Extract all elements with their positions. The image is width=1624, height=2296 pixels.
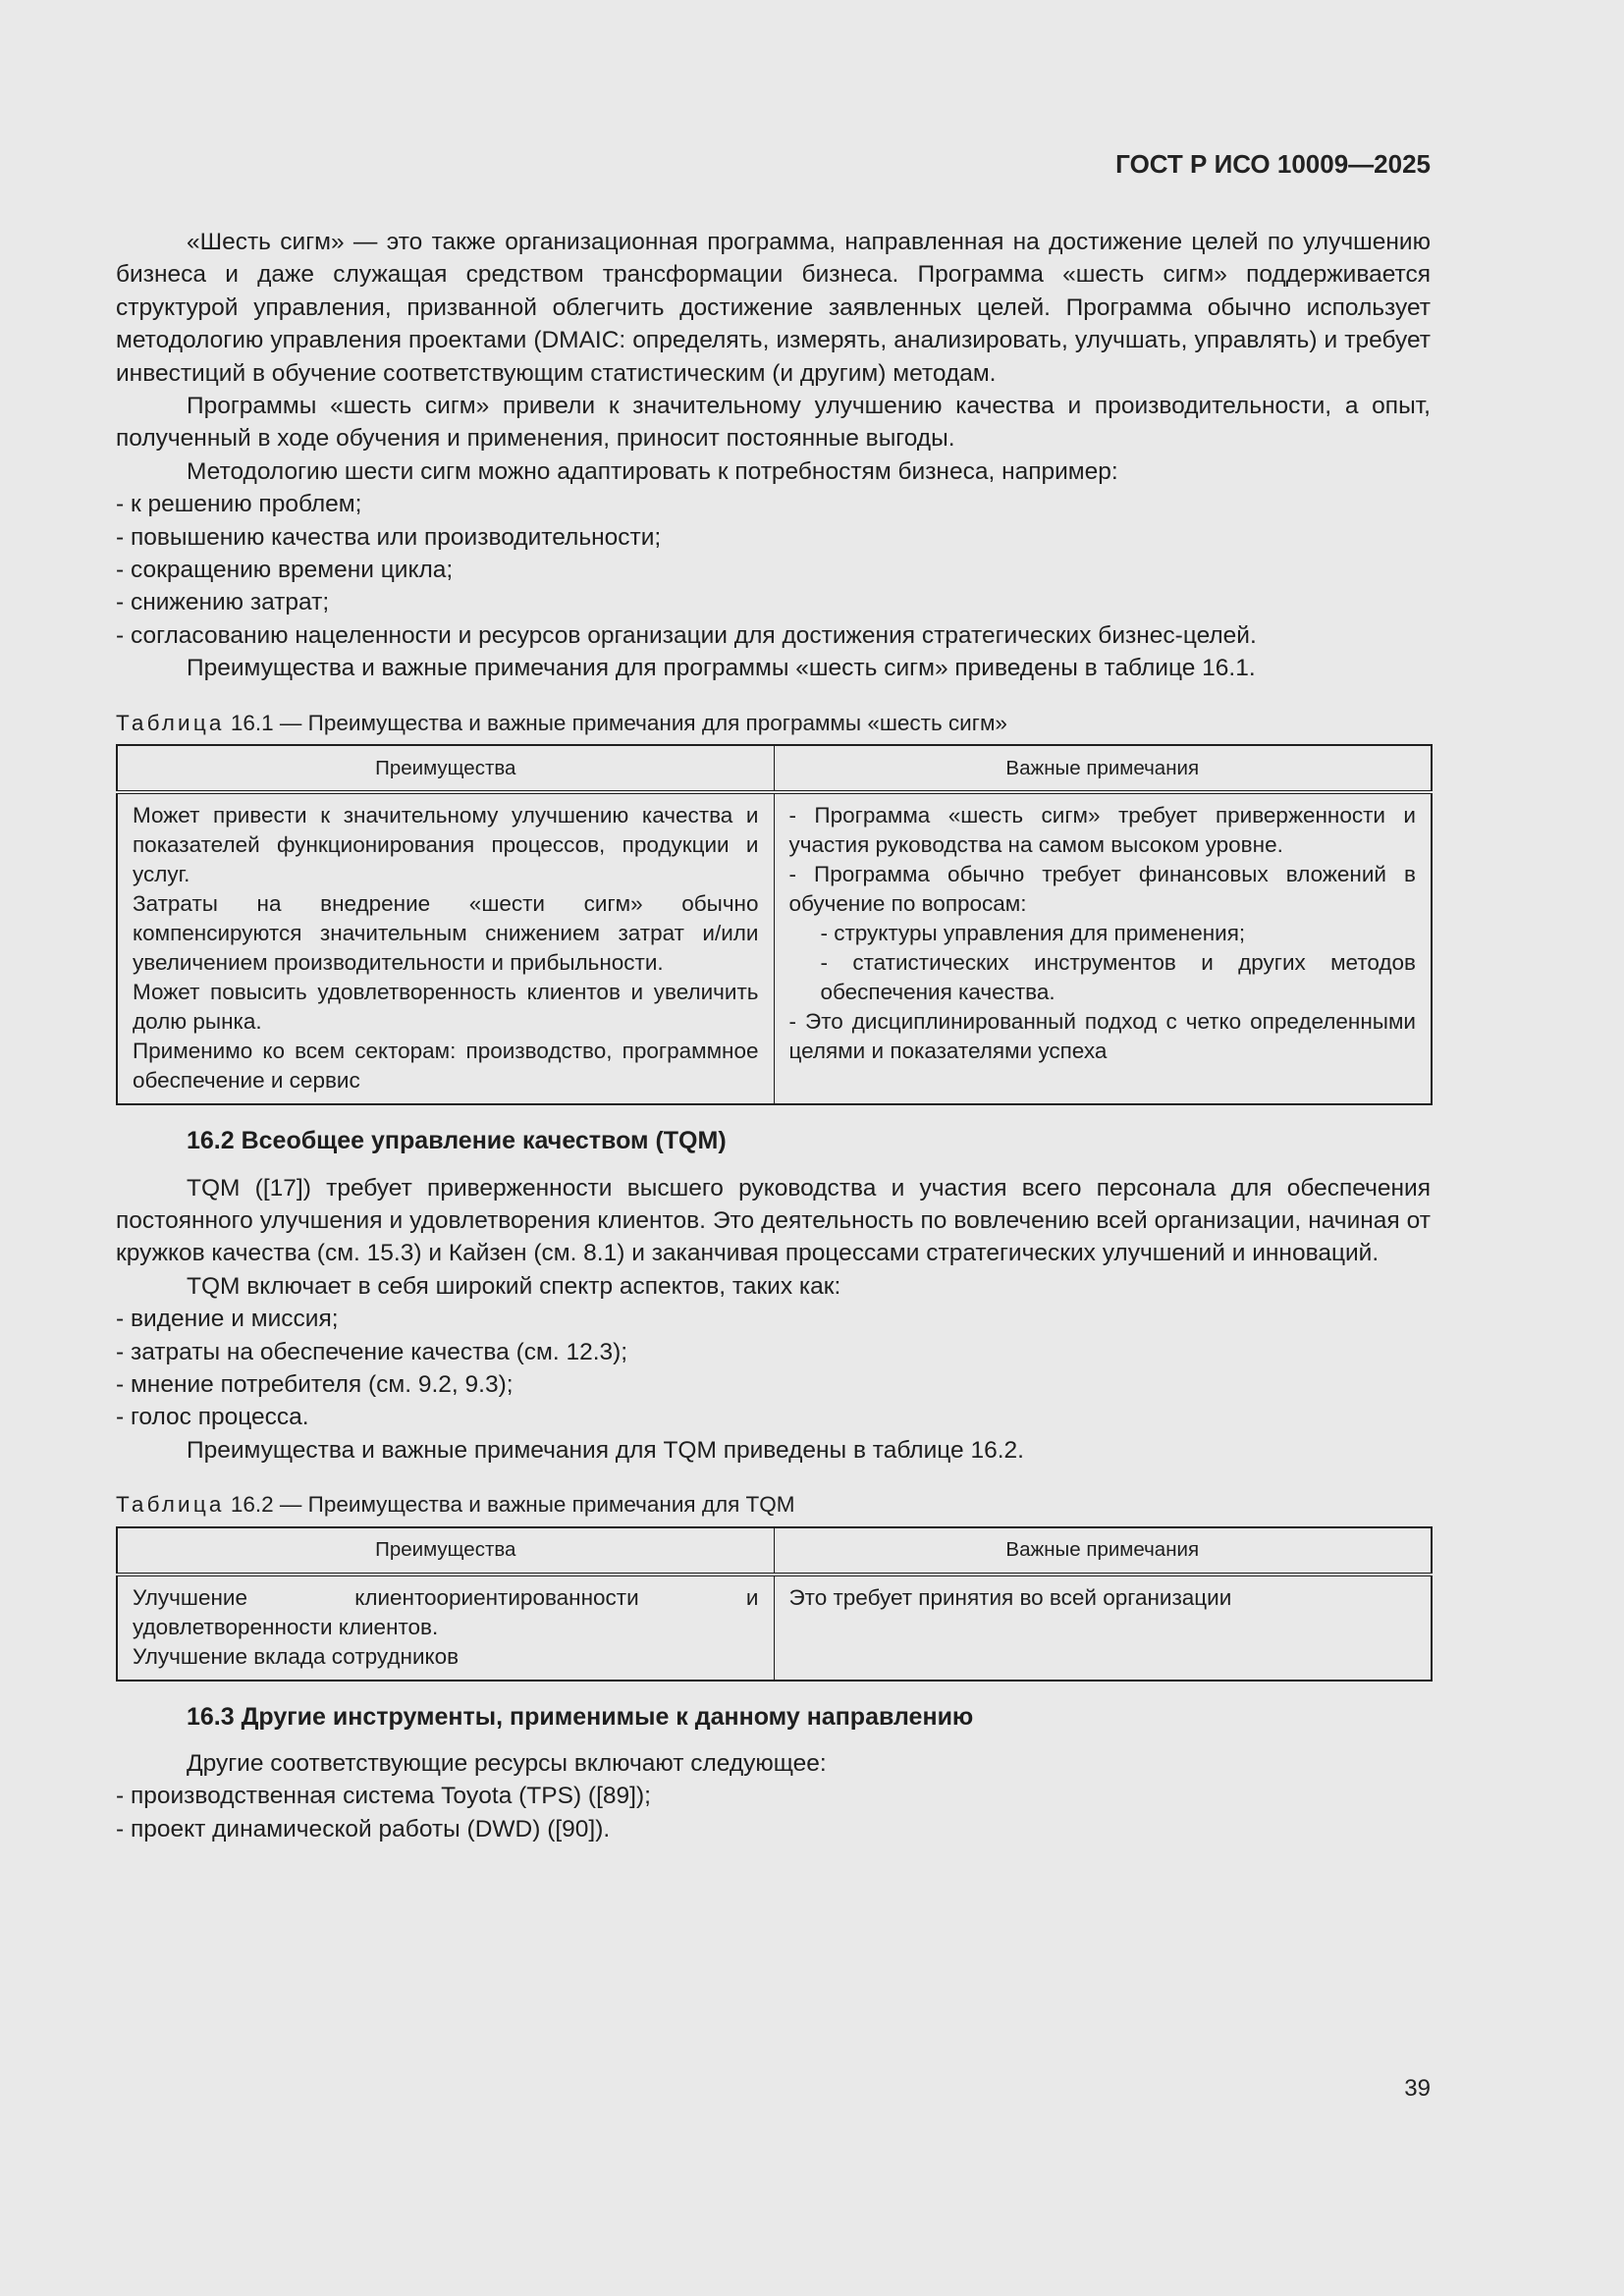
cell-subitem: - статистических инструментов и других методов обеспечения качества. xyxy=(820,950,1416,1005)
table-cell-advantages xyxy=(117,1575,774,1681)
list-item: - сокращению времени цикла; xyxy=(116,557,454,584)
list-item: - согласованию нацеленности и ресурсов организации для достижения стратегических бизнес-целей. xyxy=(116,621,1257,649)
paragraph: Другие соответствующие ресурсы включают следующее: xyxy=(187,1749,827,1777)
list-item: - проект динамической работы (DWD) ([90]). xyxy=(116,1815,611,1842)
table-caption-text: 16.1 — Преимущества и важные примечания для программы «шесть сигм» xyxy=(230,710,1007,735)
cell-text: - Программа «шесть сигм» требует приверженности и участия руководства на самом высоком уровне. xyxy=(788,803,1416,858)
sixsigma-list xyxy=(116,488,1431,652)
table-cell-notes xyxy=(774,792,1432,1104)
column-header: Важные примечания xyxy=(774,1527,1432,1575)
cell-text: Применимо ко всем секторам: производство, программное обеспечение и сервис xyxy=(133,1039,759,1094)
table-header-row xyxy=(117,745,1432,792)
list-item: - повышению качества или производительности; xyxy=(116,523,662,551)
section-heading: 16.3 Другие инструменты, применимые к данному направлению xyxy=(187,1702,974,1731)
table-caption xyxy=(116,707,1431,739)
paragraph: Программы «шесть сигм» привели к значительному улучшению качества и производительности, а опыт, полученный в ходе обучения и применения, приносит постоянные выгоды. xyxy=(116,393,1431,453)
cell-subitem: - структуры управления для применения; xyxy=(820,921,1246,946)
document-code: ГОСТ Р ИСО 10009—2025 xyxy=(1115,149,1431,179)
list-item: - затраты на обеспечение качества (см. 12.3); xyxy=(116,1338,628,1365)
section-heading: 16.2 Всеобщее управление качеством (TQM) xyxy=(187,1127,727,1155)
cell-text: Это требует принятия во всей организации xyxy=(788,1584,1232,1610)
cell-text: - Это дисциплинированный подход с четко определенными целями и показателями успеха xyxy=(788,1009,1416,1064)
list-item: - производственная система Toyota (TPS) ([89]); xyxy=(116,1783,651,1810)
table-caption-word: Таблица xyxy=(116,710,225,735)
cell-text: - Программа обычно требует финансовых вложений в обучение по вопросам: xyxy=(788,862,1416,917)
paragraph: TQM ([17]) требует приверженности высшего руководства и участия всего персонала для обеспечения постоянного улучшения и удовлетворения клиентов. Это деятельность по вовлечению всей организации, начиная от кружков качества (см. 15.3) и Кайзен (см. 8.1) и заканчивая процессами стратегических улучшений и инноваций. xyxy=(116,1174,1431,1267)
paragraph: Преимущества и важные примечания для программы «шесть сигм» приведены в таблице 16.1. xyxy=(187,655,1256,682)
cell-text: Улучшение клиентоориентированности и удовлетворенности клиентов. xyxy=(133,1584,759,1639)
table-row xyxy=(117,1575,1432,1681)
tqm-list xyxy=(116,1303,1431,1434)
cell-text: Улучшение вклада сотрудников xyxy=(133,1643,460,1669)
list-item: - снижению затрат; xyxy=(116,589,330,616)
page-number: 39 xyxy=(1404,2075,1431,2102)
table-caption xyxy=(116,1488,1431,1521)
column-header: Важные примечания xyxy=(774,745,1432,792)
list-item: - к решению проблем; xyxy=(116,491,362,518)
table-caption-word: Таблица xyxy=(116,1492,225,1518)
list-item: - видение и миссия; xyxy=(116,1306,339,1333)
column-header: Преимущества xyxy=(117,745,774,792)
table-16-2 xyxy=(116,1526,1433,1682)
table-caption-text: 16.2 — Преимущества и важные примечания для TQM xyxy=(230,1492,795,1518)
table-16-1 xyxy=(116,744,1433,1105)
other-tools-list xyxy=(116,1780,1431,1845)
cell-text: Может привести к значительному улучшению качества и показателей функционирования процессов, продукции и услуг. xyxy=(133,803,759,887)
cell-text: Может повысить удовлетворенность клиентов и увеличить долю рынка. xyxy=(133,980,759,1035)
table-cell-notes xyxy=(774,1575,1432,1681)
cell-text: Затраты на внедрение «шести сигм» обычно компенсируются значительным снижением затрат и/или увеличением производительности и прибыльности. xyxy=(133,891,759,976)
column-header: Преимущества xyxy=(117,1527,774,1575)
list-item: - мнение потребителя (см. 9.2, 9.3); xyxy=(116,1370,514,1398)
paragraph: «Шесть сигм» — это также организационная программа, направленная на достижение целей по улучшению бизнеса и даже служащая средством трансформации бизнеса. Программа «шесть сигм» поддерживается структурой управления, призванной облегчить достижение заявленных целей. Программа обычно использует методологию управления проектами (DMAIC: определять, измерять, анализировать, улучшать, управлять) и требует инвестиций в обучение соответствующим статистическим (и другим) методам. xyxy=(116,229,1431,387)
list-item: - голос процесса. xyxy=(116,1404,309,1431)
table-cell-advantages xyxy=(117,792,774,1104)
paragraph: Преимущества и важные примечания для TQM приведены в таблице 16.2. xyxy=(187,1436,1024,1464)
page-content xyxy=(116,226,1431,1845)
paragraph: TQM включает в себя широкий спектр аспектов, таких как: xyxy=(187,1272,841,1300)
table-header-row xyxy=(117,1527,1432,1575)
table-row xyxy=(117,792,1432,1104)
paragraph: Методологию шести сигм можно адаптировать к потребностям бизнеса, например: xyxy=(187,457,1118,485)
